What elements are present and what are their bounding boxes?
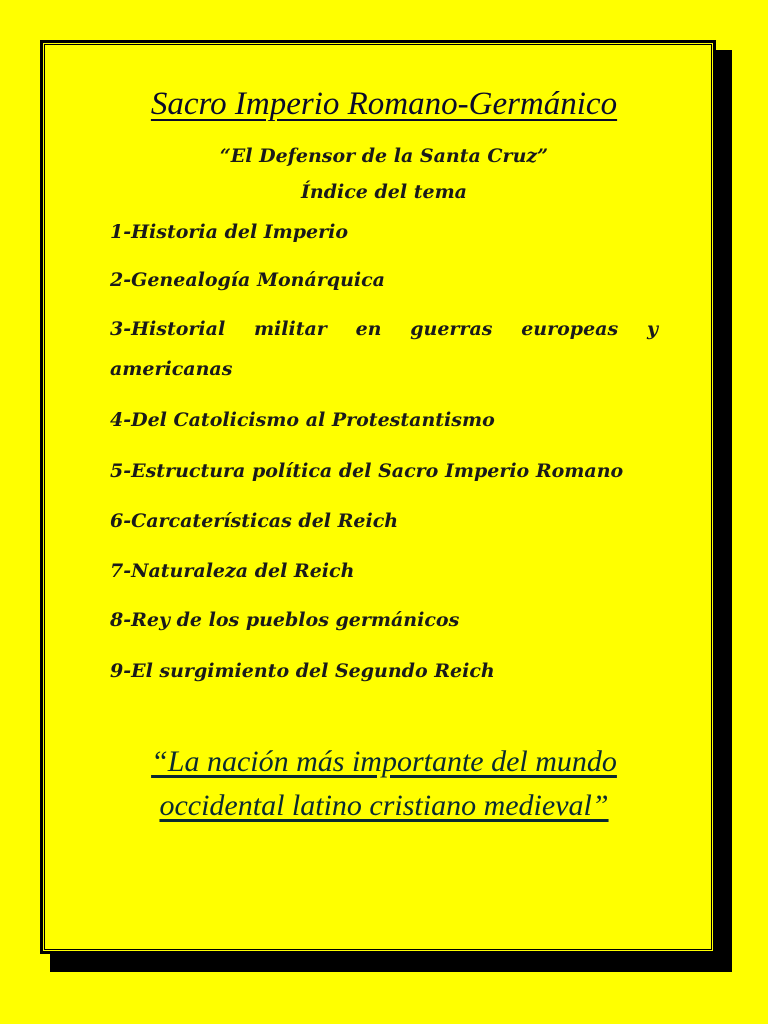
document-title: Sacro Imperio Romano-Germánico	[150, 86, 618, 122]
toc-item-7: 7-Naturaleza del Reich	[110, 560, 355, 582]
toc-item-6: 6-Carcaterísticas del Reich	[110, 510, 399, 532]
toc-item-5: 5-Estructura política del Sacro Imperio Romano	[110, 460, 624, 482]
toc-item-9: 9-El surgimiento del Segundo Reich	[110, 660, 495, 682]
closing-quote-line-2: occidental latino cristiano medieval”	[159, 789, 609, 822]
toc-item-2: 2-Genealogía Monárquica	[110, 269, 385, 291]
toc-item-1: 1-Historia del Imperio	[110, 221, 349, 243]
index-heading: Índice del tema	[301, 181, 467, 203]
toc-item-3: 3-Historial militar en guerras europeas y americanas	[110, 318, 658, 380]
closing-quote	[0, 740, 768, 828]
document-subtitle: “El Defensor de la Santa Cruz”	[219, 145, 549, 167]
closing-quote-line-1: “La nación más importante del mundo	[151, 745, 617, 778]
toc-item-4: 4-Del Catolicismo al Protestantismo	[110, 409, 495, 431]
toc-item-8: 8-Rey de los pueblos germánicos	[110, 609, 460, 631]
